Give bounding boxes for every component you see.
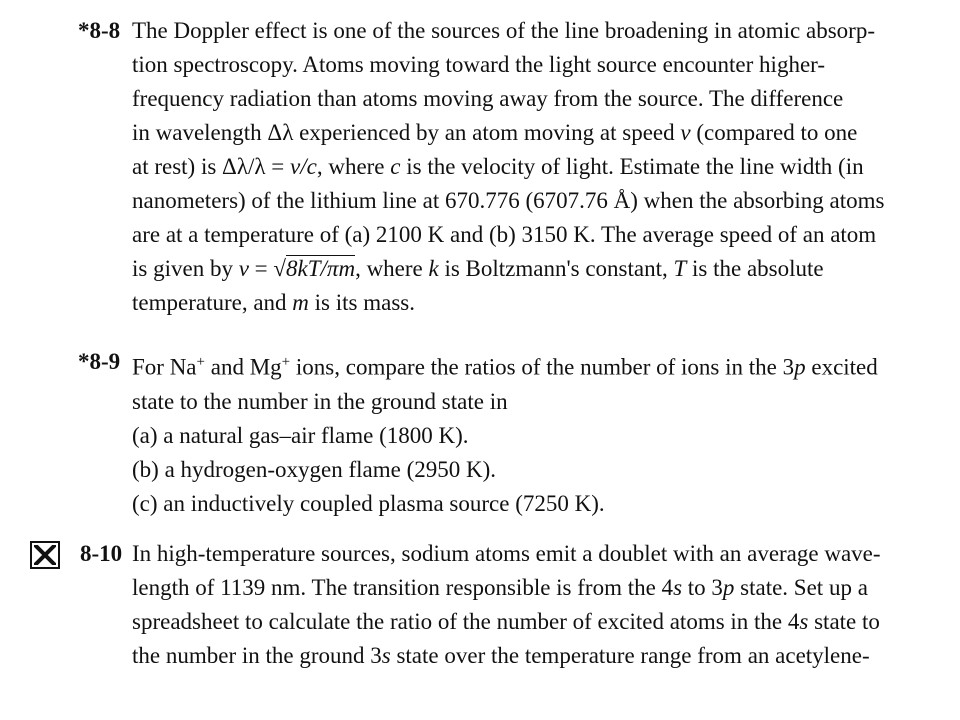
text-line: is given by v = √8kT/πm, where k is Boltzmann's constant, T is the absolute <box>132 256 824 281</box>
text-line: are at a temperature of (a) 2100 K and (b) 3150 K. The average speed of an atom <box>132 222 877 247</box>
list-item: (c) an inductively coupled plasma source (7250 K). <box>132 490 605 516</box>
list-item: (a) a natural gas–air flame (1800 K). <box>132 422 469 448</box>
text-line: length of 1139 nm. The transition responsible is from the 4s to 3p state. Set up a <box>132 575 868 600</box>
problem-number: *8-8 <box>78 18 121 43</box>
spreadsheet-x-icon <box>30 541 60 569</box>
text-line: in wavelength Δλ experienced by an atom moving at speed v (compared to one <box>132 120 858 145</box>
text-line: state to the number in the ground state in <box>132 388 508 414</box>
text-line: spreadsheet to calculate the ratio of the number of excited atoms in the 4s state to <box>132 609 880 634</box>
problem-number: 8-10 <box>80 541 123 566</box>
problem-number: *8-9 <box>78 349 121 374</box>
sqrt-argument: 8kT/πm <box>286 256 356 281</box>
text-line: the number in the ground 3s state over the temperature range from an acetylene- <box>132 643 870 668</box>
text-line: tion spectroscopy. Atoms moving toward the light source encounter higher- <box>132 52 826 77</box>
problem-text <box>132 14 922 320</box>
text-line: For Na+ and Mg+ ions, compare the ratios of the number of ions in the 3p excited <box>132 354 878 380</box>
text-line: frequency radiation than atoms moving away from the source. The difference <box>132 86 844 111</box>
text-line: In high-temperature sources, sodium atoms emit a doublet with an average wave- <box>132 541 881 566</box>
text-line: nanometers) of the lithium line at 670.776 (6707.76 Å) when the absorbing atoms <box>132 188 885 213</box>
text-line: The Doppler effect is one of the sources of the line broadening in atomic absorp- <box>132 18 875 43</box>
problem-text <box>132 345 922 521</box>
problem-text <box>132 537 922 673</box>
text-line: temperature, and m is its mass. <box>132 290 415 315</box>
text-line: at rest) is Δλ/λ = v/c, where c is the velocity of light. Estimate the line width (in <box>132 154 864 179</box>
list-item: (b) a hydrogen-oxygen flame (2950 K). <box>132 456 497 482</box>
